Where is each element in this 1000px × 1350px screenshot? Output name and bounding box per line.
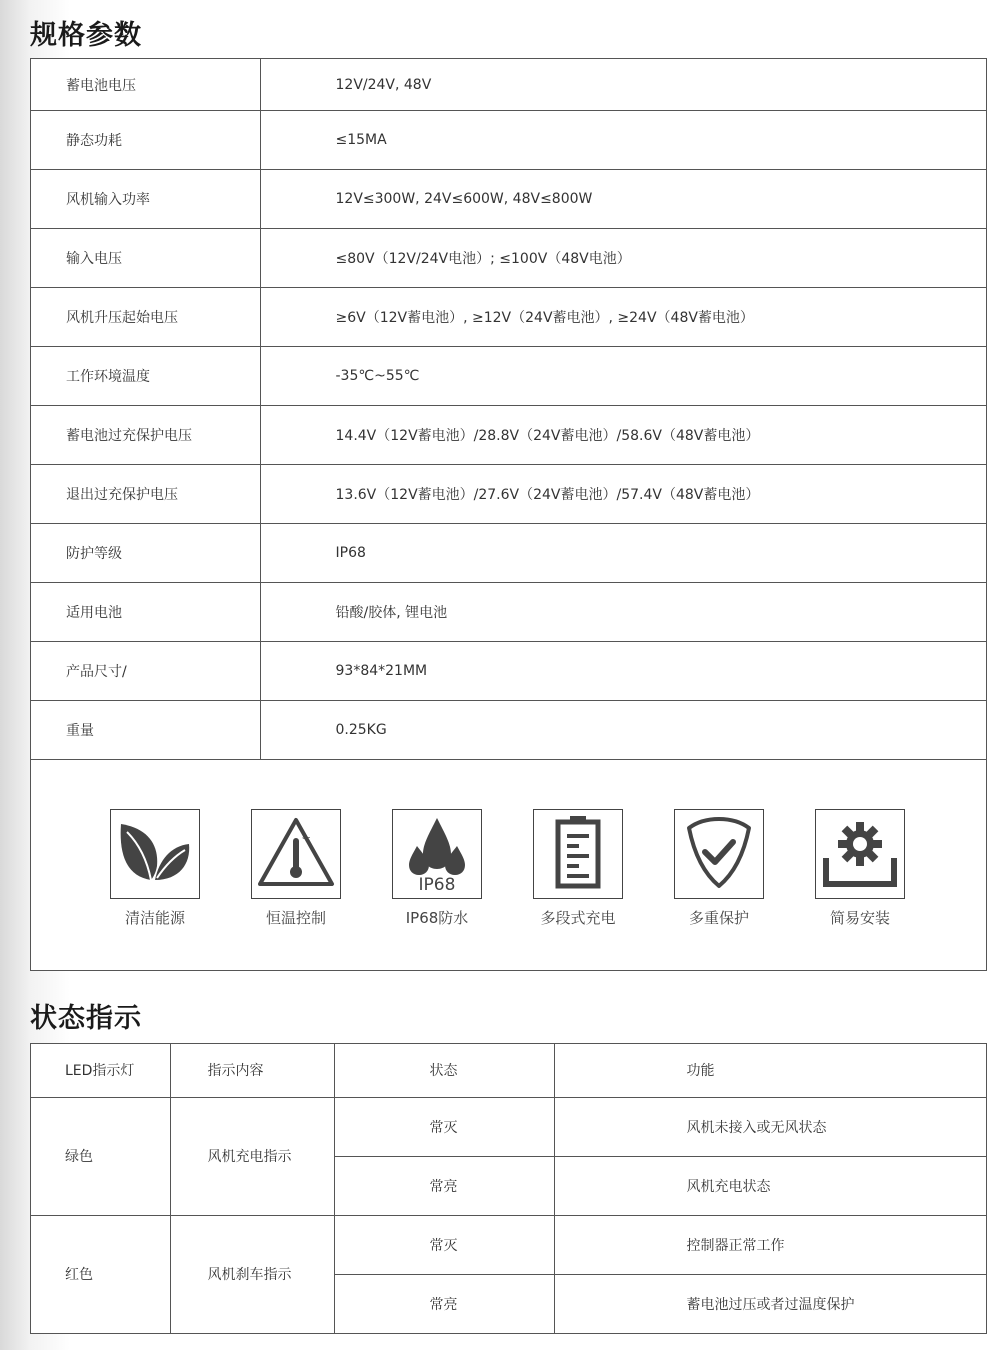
leaf-icon — [117, 814, 193, 894]
spec-label: 蓄电池过充保护电压 — [31, 406, 260, 465]
table-row — [31, 111, 986, 170]
feature-item — [382, 809, 492, 928]
feature-icon-box — [674, 809, 764, 899]
feature-icon-box — [815, 809, 905, 899]
table-row — [31, 1097, 986, 1156]
feature-label: 多重保护 — [688, 909, 749, 927]
spec-label: 静态功耗 — [31, 111, 260, 170]
status-table — [31, 1044, 986, 1334]
spec-value: 93*84*21MM — [260, 642, 986, 701]
ip68-icon-text: IP68 — [418, 875, 456, 892]
feature-label: 简易安装 — [829, 909, 890, 927]
table-row — [31, 59, 986, 111]
table-row — [31, 465, 986, 524]
table-row — [31, 406, 986, 465]
status-panel — [30, 1043, 987, 1334]
status-section-title: 状态指示 — [30, 1003, 142, 1034]
header-state: 状态 — [334, 1044, 554, 1097]
header-led: LED指示灯 — [31, 1044, 170, 1097]
feature-label: 多段式充电 — [540, 909, 616, 927]
gear-install-icon — [820, 814, 900, 894]
feature-icon-box — [110, 809, 200, 899]
water-drops-icon — [399, 812, 475, 896]
function-cell: 风机充电状态 — [554, 1156, 986, 1215]
table-row — [31, 642, 986, 701]
table-row — [31, 701, 986, 760]
spec-label: 工作环境温度 — [31, 347, 260, 406]
spec-value: ≥6V（12V蓄电池）, ≥12V（24V蓄电池）, ≥24V（48V蓄电池） — [260, 288, 986, 347]
table-row — [31, 524, 986, 583]
spec-value: IP68 — [260, 524, 986, 583]
spec-label: 退出过充保护电压 — [31, 465, 260, 524]
thermometer-warning-icon — [256, 816, 336, 892]
function-cell: 蓄电池过压或者过温度保护 — [554, 1274, 986, 1333]
header-function: 功能 — [554, 1044, 986, 1097]
header-content: 指示内容 — [170, 1044, 334, 1097]
spec-value: 13.6V（12V蓄电池）/27.6V（24V蓄电池）/57.4V（48V蓄电池） — [260, 465, 986, 524]
feature-item — [241, 809, 351, 928]
state-cell: 常灭 — [334, 1215, 554, 1274]
spec-label: 风机升压起始电压 — [31, 288, 260, 347]
spec-table — [31, 59, 986, 760]
feature-item — [664, 809, 774, 928]
table-row — [31, 229, 986, 288]
led-color-cell: 绿色 — [31, 1097, 170, 1215]
function-cell: 风机未接入或无风状态 — [554, 1097, 986, 1156]
state-cell: 常亮 — [334, 1156, 554, 1215]
feature-icon-box — [533, 809, 623, 899]
spec-section-title: 规格参数 — [30, 20, 142, 51]
svg-text:°C: °C — [302, 836, 311, 844]
table-row — [31, 347, 986, 406]
function-cell: 控制器正常工作 — [554, 1215, 986, 1274]
state-cell: 常亮 — [334, 1274, 554, 1333]
feature-icon-box — [251, 809, 341, 899]
table-header-row — [31, 1044, 986, 1097]
table-row — [31, 1215, 986, 1274]
spec-label: 产品尺寸/ — [31, 642, 260, 701]
feature-item — [523, 809, 633, 928]
feature-label: IP68防水 — [405, 909, 469, 927]
feature-item — [805, 809, 915, 928]
spec-value: 0.25KG — [260, 701, 986, 760]
table-row — [31, 583, 986, 642]
feature-item — [100, 809, 210, 928]
spec-label: 适用电池 — [31, 583, 260, 642]
feature-label: 恒温控制 — [265, 909, 326, 927]
state-cell: 常灭 — [334, 1097, 554, 1156]
spec-label: 防护等级 — [31, 524, 260, 583]
spec-label: 风机输入功率 — [31, 170, 260, 229]
spec-label: 蓄电池电压 — [31, 59, 260, 111]
spec-label: 输入电压 — [31, 229, 260, 288]
feature-icon-box — [392, 809, 482, 899]
shield-check-icon — [683, 814, 755, 894]
indicator-content-cell: 风机充电指示 — [170, 1097, 334, 1215]
spec-value: 铅酸/胶体, 锂电池 — [260, 583, 986, 642]
spec-value: -35℃~55℃ — [260, 347, 986, 406]
spec-value: 14.4V（12V蓄电池）/28.8V（24V蓄电池）/58.6V（48V蓄电池） — [260, 406, 986, 465]
spec-value: 12V≤300W, 24V≤600W, 48V≤800W — [260, 170, 986, 229]
indicator-content-cell: 风机刹车指示 — [170, 1215, 334, 1333]
table-row — [31, 170, 986, 229]
feature-icons-row — [31, 809, 986, 929]
spec-value: ≤80V（12V/24V电池）; ≤100V（48V电池） — [260, 229, 986, 288]
feature-label: 清洁能源 — [124, 909, 185, 927]
spec-value: ≤15MA — [260, 111, 986, 170]
led-color-cell: 红色 — [31, 1215, 170, 1333]
spec-panel — [30, 58, 987, 971]
spec-value: 12V/24V, 48V — [260, 59, 986, 111]
battery-icon — [550, 814, 606, 894]
spec-label: 重量 — [31, 701, 260, 760]
table-row — [31, 288, 986, 347]
